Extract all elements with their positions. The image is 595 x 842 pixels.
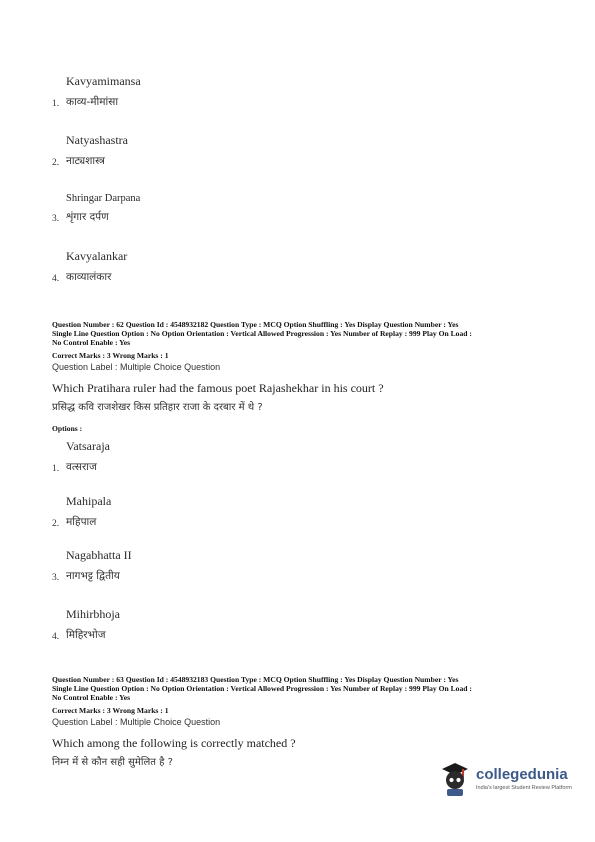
question-text-en: Which among the following is correctly matched ? — [52, 736, 296, 750]
option-text-en: Mahipala — [66, 494, 112, 508]
question-label: Question Label : Multiple Choice Question — [52, 717, 221, 727]
option-text-hi: नाट्यशास्त्र — [66, 155, 105, 167]
meta-line: Single Line Question Option : No Option Orientation : Vertical Allowed Progression : Yes Number of Replay : 999 Play On Load : — [52, 329, 472, 338]
option-number: 1. — [52, 464, 60, 474]
option-1[interactable] — [52, 74, 141, 109]
collegedunia-logo — [438, 760, 588, 800]
option-text-hi: वत्सराज — [66, 461, 97, 473]
option-number: 3. — [52, 214, 60, 224]
option-2[interactable] — [52, 494, 111, 529]
meta-line: No Control Enable : Yes — [52, 338, 131, 347]
option-number: 1. — [52, 99, 60, 109]
graduate-mascot-icon — [438, 760, 472, 798]
option-text-hi: महिपाल — [66, 516, 97, 528]
question-meta — [52, 320, 552, 347]
logo-tagline: India's largest Student Review Platform — [476, 785, 572, 791]
option-number: 4. — [52, 274, 60, 284]
option-text-en: Nagabhatta II — [66, 548, 132, 562]
option-text-hi: मिहिरभोज — [66, 629, 106, 641]
marks-info: Correct Marks : 3 Wrong Marks : 1 — [52, 706, 169, 715]
meta-line: No Control Enable : Yes — [52, 693, 131, 702]
option-number: 3. — [52, 573, 60, 583]
option-text-en: Shringar Darpana — [66, 193, 141, 204]
option-text-en: Kavyamimansa — [66, 74, 141, 88]
marks-info: Correct Marks : 3 Wrong Marks : 1 — [52, 351, 169, 360]
question-text-hi: निम्न में से कौन सही सुमेलित है ? — [52, 757, 173, 768]
option-text-en: Natyashastra — [66, 133, 128, 147]
option-text-en: Mihirbhoja — [66, 607, 120, 621]
option-1[interactable] — [52, 439, 110, 474]
meta-line: Single Line Question Option : No Option Orientation : Vertical Allowed Progression : Yes Number of Replay : 999 Play On Load : — [52, 684, 472, 693]
option-text-hi: काव्यालंकार — [66, 271, 112, 283]
option-3[interactable] — [52, 193, 140, 224]
option-3[interactable] — [52, 548, 132, 583]
option-4[interactable] — [52, 607, 120, 642]
question-text-en: Which Pratihara ruler had the famous poet Rajashekhar in his court ? — [52, 381, 384, 395]
question-text-hi: प्रसिद्ध कवि राजशेखर किस प्रतिहार राजा के दरबार में थे ? — [52, 402, 263, 413]
question-meta — [52, 675, 552, 702]
meta-line: Question Number : 63 Question Id : 4548932183 Question Type : MCQ Option Shuffling : Yes Display Question Number : Yes — [52, 675, 459, 684]
option-text-hi: शृंगार दर्पण — [66, 211, 109, 223]
option-text-hi: काव्य-मीमांसा — [66, 96, 119, 108]
option-2[interactable] — [52, 133, 128, 168]
option-number: 2. — [52, 519, 60, 529]
meta-line: Question Number : 62 Question Id : 4548932182 Question Type : MCQ Option Shuffling : Yes Display Question Number : Yes — [52, 320, 459, 329]
logo-brand-text: collegedunia — [476, 766, 568, 783]
option-text-en: Kavyalankar — [66, 249, 128, 263]
option-text-en: Vatsaraja — [66, 439, 110, 453]
options-label: Options : — [52, 424, 83, 433]
option-text-hi: नागभट्ट द्वितीय — [66, 570, 120, 582]
option-number: 2. — [52, 158, 60, 168]
question-label: Question Label : Multiple Choice Question — [52, 362, 221, 372]
option-4[interactable] — [52, 249, 127, 284]
option-number: 4. — [52, 632, 60, 642]
